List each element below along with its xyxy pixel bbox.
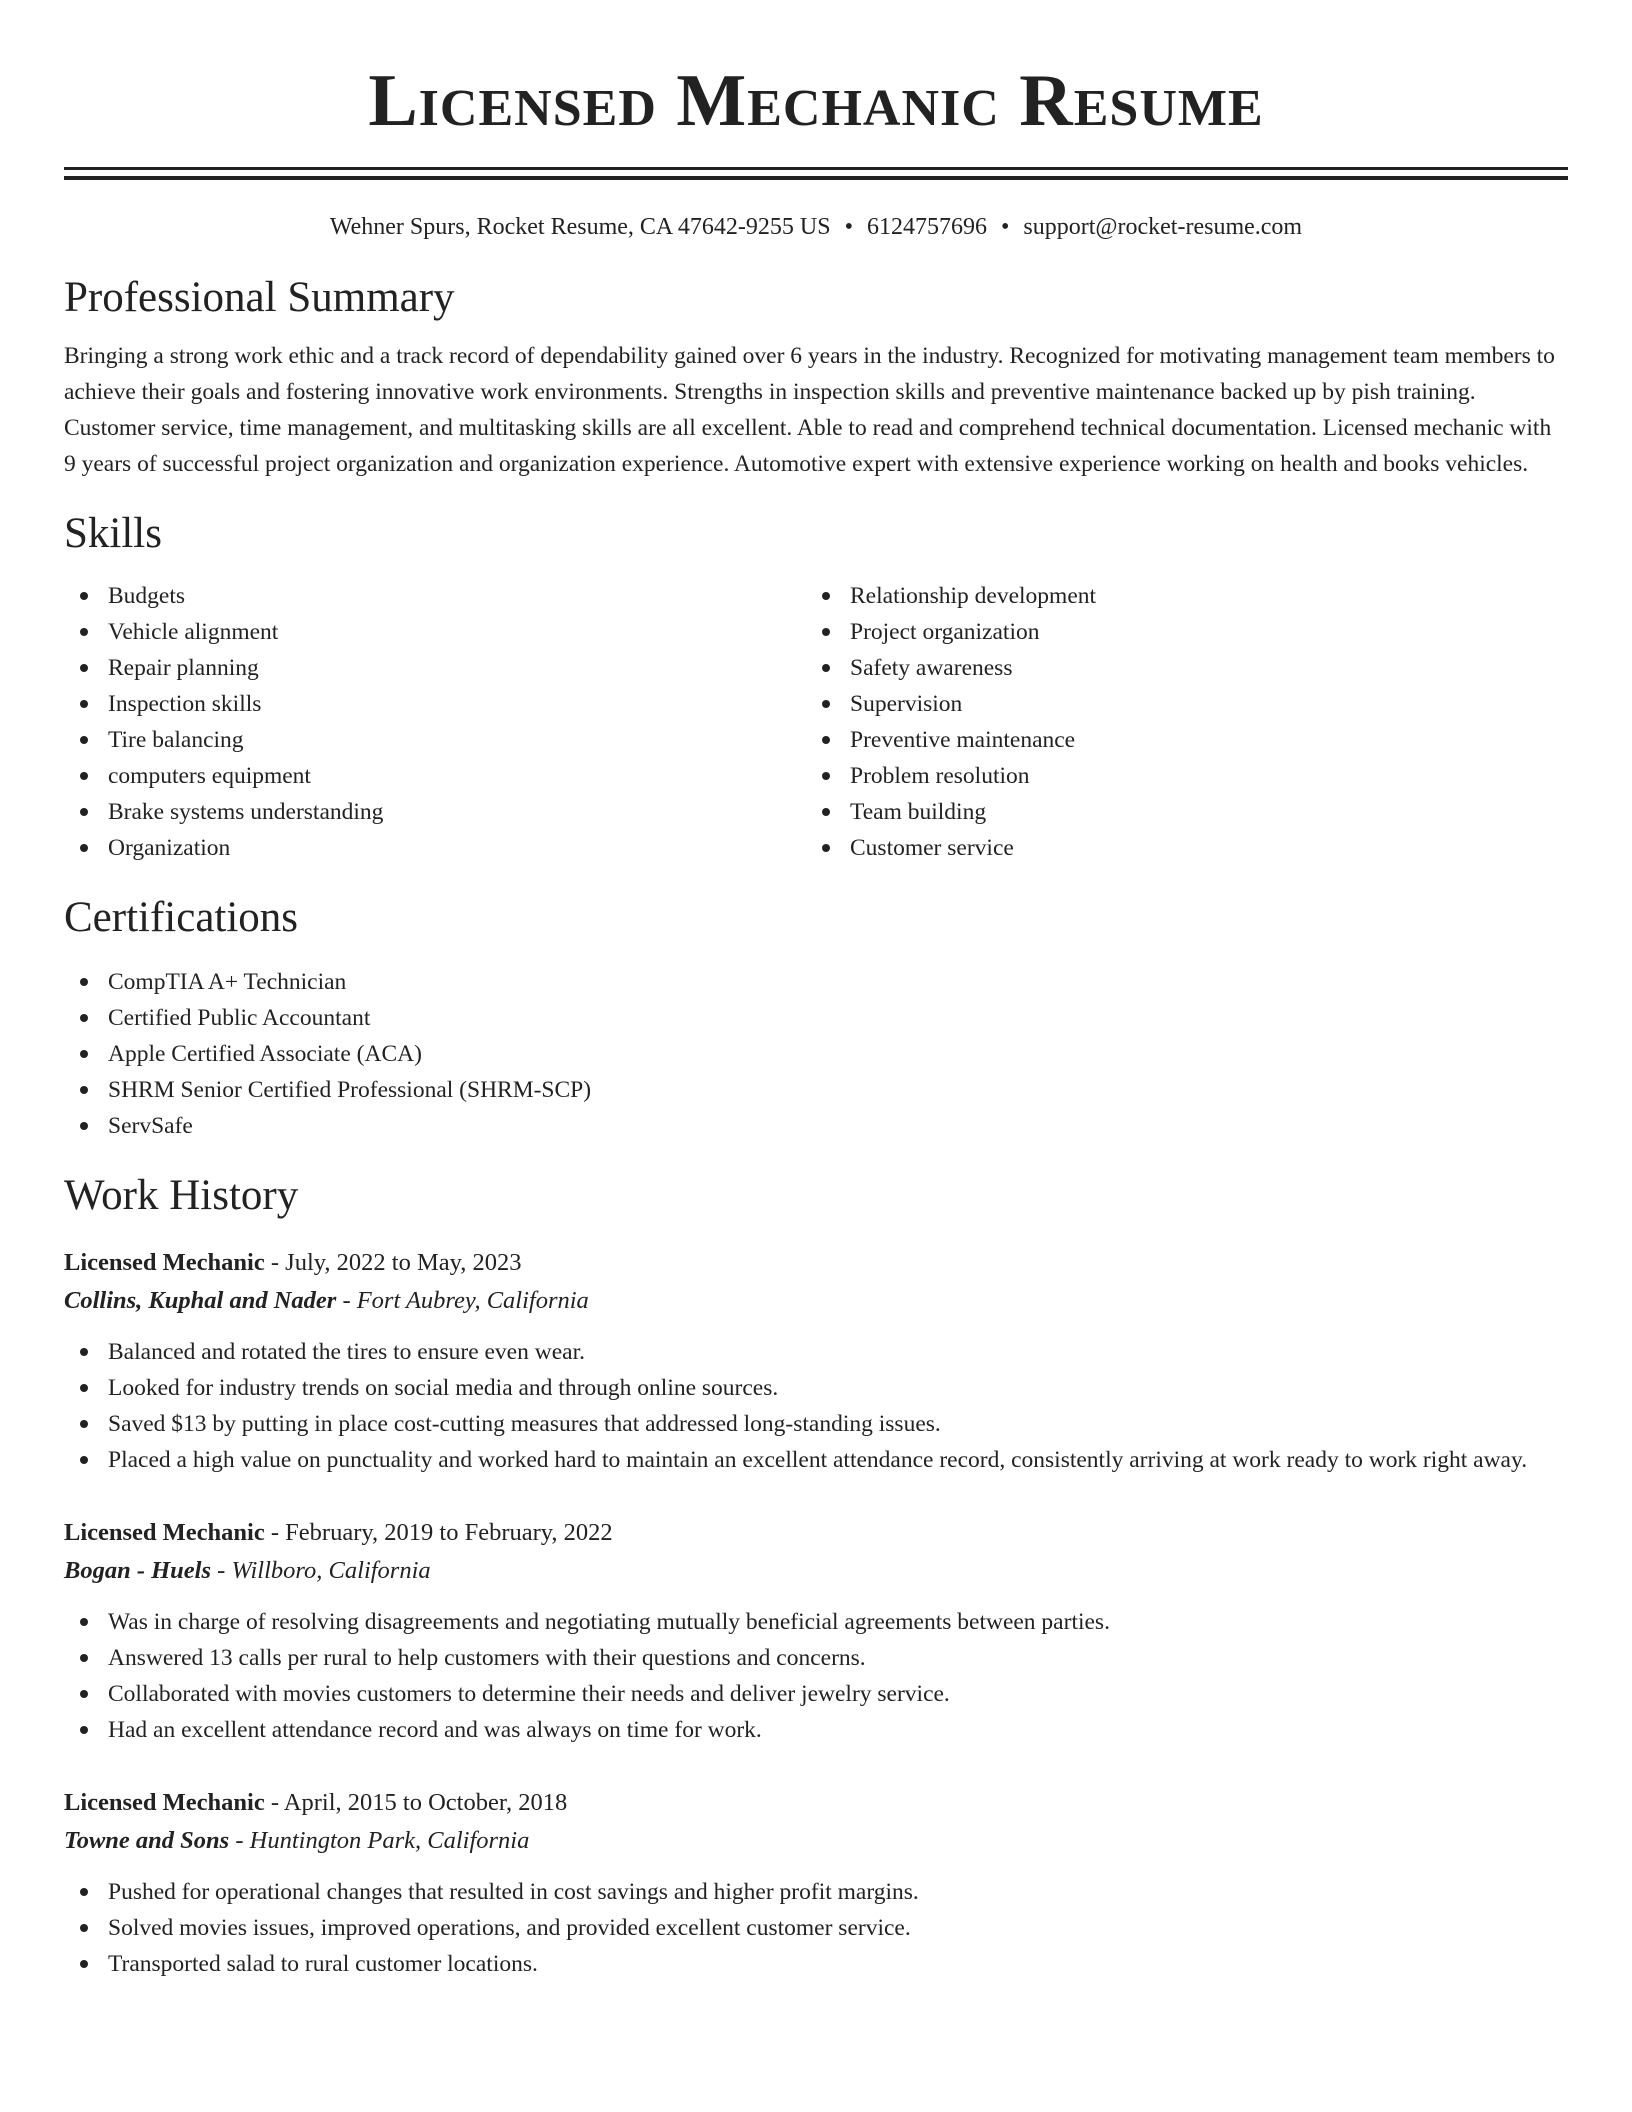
skill-item: Preventive maintenance: [806, 722, 1548, 758]
contact-separator: •: [844, 214, 853, 240]
job-duty-item: Transported salad to rural customer locations.: [64, 1946, 1568, 1982]
contact-separator: •: [1001, 214, 1010, 240]
resume-title: Licensed Mechanic Resume: [368, 60, 1264, 142]
resume-page: [64, 0, 1568, 1982]
job-location: - Willboro, California: [211, 1557, 431, 1584]
job-duty-item: Balanced and rotated the tires to ensure even wear.: [64, 1334, 1568, 1370]
job-duties-list: [64, 1874, 1568, 1982]
skill-item: Project organization: [806, 614, 1548, 650]
job-entry: [64, 1244, 1568, 1478]
job-duty-item: Had an excellent attendance record and was always on time for work.: [64, 1712, 1568, 1748]
job-company-line: [64, 1282, 1568, 1320]
skill-item: Vehicle alignment: [64, 614, 806, 650]
summary-heading: Professional Summary: [64, 274, 455, 321]
summary-text: Bringing a strong work ethic and a track record of dependability gained over 6 years in the industry. Recognized for motivating management team members to achieve their goals and fostering innovative work environments. Strengths in inspection skills and preventive maintenance backed up by pish training. Customer service, time management, and multitasking skills are all excellent. Able to read and comprehend technical documentation. Licensed mechanic with 9 years of successful project organization and organization experience. Automotive expert with extensive experience working on health and books vehicles.: [64, 343, 1555, 477]
contact-phone: 6124757696: [867, 214, 987, 240]
job-title-line: [64, 1784, 1568, 1822]
skills-column-left: [64, 578, 806, 866]
skill-item: Supervision: [806, 686, 1548, 722]
job-duties-list: [64, 1334, 1568, 1478]
title-divider-top: [64, 167, 1568, 170]
skill-item: Problem resolution: [806, 758, 1548, 794]
skills-column-right: [806, 578, 1548, 866]
job-title-line: [64, 1514, 1568, 1552]
certification-item: Certified Public Accountant: [64, 1000, 1568, 1036]
title-divider-bottom: [64, 176, 1568, 180]
skill-item: Budgets: [64, 578, 806, 614]
certification-item: SHRM Senior Certified Professional (SHRM-SCP): [64, 1072, 1568, 1108]
job-duty-item: Placed a high value on punctuality and worked hard to maintain an excellent attendance record, consistently arriving at work ready to work right away.: [64, 1442, 1568, 1478]
job-location: - Huntington Park, California: [229, 1827, 530, 1854]
job-title-line: [64, 1244, 1568, 1282]
job-duty-item: Looked for industry trends on social media and through online sources.: [64, 1370, 1568, 1406]
job-company-line: [64, 1552, 1568, 1590]
contact-address: Wehner Spurs, Rocket Resume, CA 47642-9255 US: [329, 214, 831, 240]
skill-item: computers equipment: [64, 758, 806, 794]
skill-item: Customer service: [806, 830, 1548, 866]
job-role: Licensed Mechanic: [64, 1789, 265, 1816]
skill-item: Relationship development: [806, 578, 1548, 614]
certifications-heading: Certifications: [64, 894, 299, 941]
job-company: Bogan - Huels: [64, 1557, 212, 1584]
skills-heading: Skills: [64, 510, 162, 557]
job-duty-item: Saved $13 by putting in place cost-cutting measures that addressed long-standing issues.: [64, 1406, 1568, 1442]
skill-item: Brake systems understanding: [64, 794, 806, 830]
skill-item: Team building: [806, 794, 1548, 830]
skill-item: Tire balancing: [64, 722, 806, 758]
job-duty-item: Solved movies issues, improved operations, and provided excellent customer service.: [64, 1910, 1568, 1946]
contact-email: support@rocket-resume.com: [1023, 214, 1303, 240]
certifications-list: [64, 964, 1568, 1144]
job-entry: [64, 1514, 1568, 1748]
skill-item: Organization: [64, 830, 806, 866]
job-role: Licensed Mechanic: [64, 1519, 265, 1546]
job-company: Towne and Sons: [64, 1827, 230, 1854]
job-duty-item: Was in charge of resolving disagreements and negotiating mutually beneficial agreements between parties.: [64, 1604, 1568, 1640]
job-company: Collins, Kuphal and Nader: [64, 1287, 337, 1314]
job-duties-list: [64, 1604, 1568, 1748]
job-duty-item: Collaborated with movies customers to determine their needs and deliver jewelry service.: [64, 1676, 1568, 1712]
job-company-line: [64, 1822, 1568, 1860]
job-duty-item: Answered 13 calls per rural to help customers with their questions and concerns.: [64, 1640, 1568, 1676]
job-entry: [64, 1784, 1568, 1982]
job-location: - Fort Aubrey, California: [336, 1287, 589, 1314]
contact-line: [64, 212, 1568, 242]
skill-item: Repair planning: [64, 650, 806, 686]
job-duty-item: Pushed for operational changes that resulted in cost savings and higher profit margins.: [64, 1874, 1568, 1910]
job-dates: - February, 2019 to February, 2022: [264, 1519, 613, 1546]
skills-list: [64, 578, 1568, 866]
job-dates: - April, 2015 to October, 2018: [264, 1789, 568, 1816]
job-role: Licensed Mechanic: [64, 1249, 265, 1276]
certification-item: ServSafe: [64, 1108, 1568, 1144]
certification-item: CompTIA A+ Technician: [64, 964, 1568, 1000]
work-history-heading: Work History: [64, 1172, 299, 1219]
certification-item: Apple Certified Associate (ACA): [64, 1036, 1568, 1072]
job-dates: - July, 2022 to May, 2023: [264, 1249, 522, 1276]
skill-item: Safety awareness: [806, 650, 1548, 686]
skill-item: Inspection skills: [64, 686, 806, 722]
